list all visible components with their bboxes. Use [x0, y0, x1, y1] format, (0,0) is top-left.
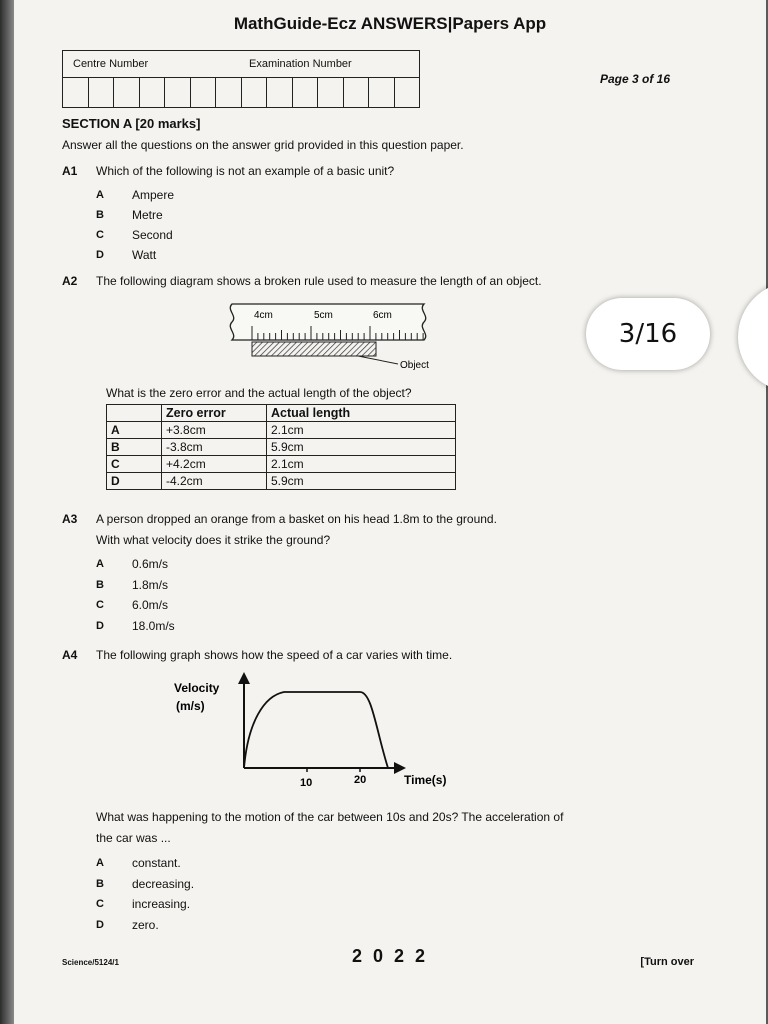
number-box — [216, 78, 242, 107]
number-boxes — [63, 78, 419, 107]
question-text: the car was ... — [96, 831, 171, 845]
table-row: A +3.8cm 2.1cm — [107, 422, 456, 439]
turn-over-note: [Turn over — [640, 956, 694, 968]
y-axis-unit: (m/s) — [176, 699, 205, 713]
x-axis-label: Time(s) — [404, 773, 447, 787]
broken-ruler-diagram — [210, 298, 450, 370]
table-row: B -3.8cm 5.9cm — [107, 439, 456, 456]
section-heading: SECTION A [20 marks] — [62, 116, 201, 131]
paper-code: Science/5124/1 — [62, 958, 119, 967]
page-title: MathGuide-Ecz ANSWERS|Papers App — [233, 14, 547, 33]
option-letter: D — [96, 620, 104, 632]
x-tick-label: 20 — [354, 774, 367, 786]
ruler-label: 6cm — [373, 310, 392, 321]
number-box — [165, 78, 191, 107]
option-letter: D — [96, 249, 104, 261]
option-text: 6.0m/s — [132, 598, 169, 612]
option-text: Second — [132, 228, 173, 242]
option-letter: B — [96, 209, 104, 221]
velocity-curve — [244, 692, 388, 768]
question-text: Which of the following is not an example of a basic unit? — [96, 164, 395, 178]
question-number: A4 — [62, 648, 78, 662]
answer-table — [106, 404, 456, 490]
number-box — [267, 78, 293, 107]
number-box — [318, 78, 344, 107]
y-axis-arrow — [238, 672, 250, 684]
number-box — [395, 78, 420, 107]
question-text: The following graph shows how the speed of a car varies with time. — [96, 648, 453, 662]
page-count-badge: 3/16 — [586, 298, 710, 370]
table-row: D -4.2cm 5.9cm — [107, 473, 456, 490]
option-text: Ampere — [132, 188, 175, 202]
option-text: 18.0m/s — [132, 619, 175, 633]
option-letter: C — [96, 599, 104, 611]
option-letter: A — [96, 189, 104, 201]
object-label: Object — [400, 360, 429, 370]
question-text: What was happening to the motion of the car between 10s and 20s? The acceleration of — [96, 810, 564, 824]
question-text: With what velocity does it strike the ground? — [96, 533, 331, 547]
question-text: What is the zero error and the actual length of the object? — [106, 386, 412, 400]
instructions: Answer all the questions on the answer grid provided in this question paper. — [62, 138, 464, 152]
number-box — [89, 78, 115, 107]
table-row: C +4.2cm 2.1cm — [107, 456, 456, 473]
option-letter: C — [96, 229, 104, 241]
option-text: constant. — [132, 856, 181, 870]
option-letter: B — [96, 579, 104, 591]
velocity-time-graph — [164, 670, 464, 800]
number-box — [369, 78, 395, 107]
y-axis-label: Velocity — [174, 681, 220, 695]
question-number: A3 — [62, 512, 78, 526]
question-text: A person dropped an orange from a basket on his head 1.8m to the ground. — [96, 512, 497, 526]
exam-year: 2 0 2 2 — [351, 946, 429, 966]
option-letter: A — [96, 558, 104, 570]
object-bar — [252, 342, 376, 356]
option-letter: D — [96, 919, 104, 931]
option-text: 1.8m/s — [132, 578, 169, 592]
option-letter: A — [96, 857, 104, 869]
question-number: A1 — [62, 164, 78, 178]
actual-length-header: Actual length — [267, 405, 456, 422]
option-letter: B — [96, 878, 104, 890]
number-box — [344, 78, 370, 107]
option-text: zero. — [132, 918, 159, 932]
number-box — [114, 78, 140, 107]
page-number: Page 3 of 16 — [599, 72, 670, 86]
examination-number-label: Examination Number — [249, 58, 352, 70]
option-text: Metre — [132, 208, 163, 222]
overlay-bubble-partial — [738, 282, 768, 392]
option-text: decreasing. — [132, 877, 195, 891]
option-letter: C — [96, 898, 104, 910]
number-box — [191, 78, 217, 107]
x-tick-label: 10 — [300, 777, 313, 789]
exam-page — [14, 0, 766, 1024]
number-box — [63, 78, 89, 107]
number-box — [242, 78, 268, 107]
candidate-number-grid — [62, 50, 420, 108]
option-text: increasing. — [132, 897, 191, 911]
option-text: Watt — [132, 248, 157, 262]
number-box — [140, 78, 166, 107]
question-text: The following diagram shows a broken rule used to measure the length of an object. — [96, 274, 542, 288]
question-number: A2 — [62, 274, 78, 288]
zero-error-header: Zero error — [162, 405, 267, 422]
ruler-label: 5cm — [314, 310, 333, 321]
centre-number-label: Centre Number — [73, 58, 149, 70]
option-text: 0.6m/s — [132, 557, 169, 571]
ruler-label: 4cm — [254, 310, 273, 321]
number-box — [293, 78, 319, 107]
